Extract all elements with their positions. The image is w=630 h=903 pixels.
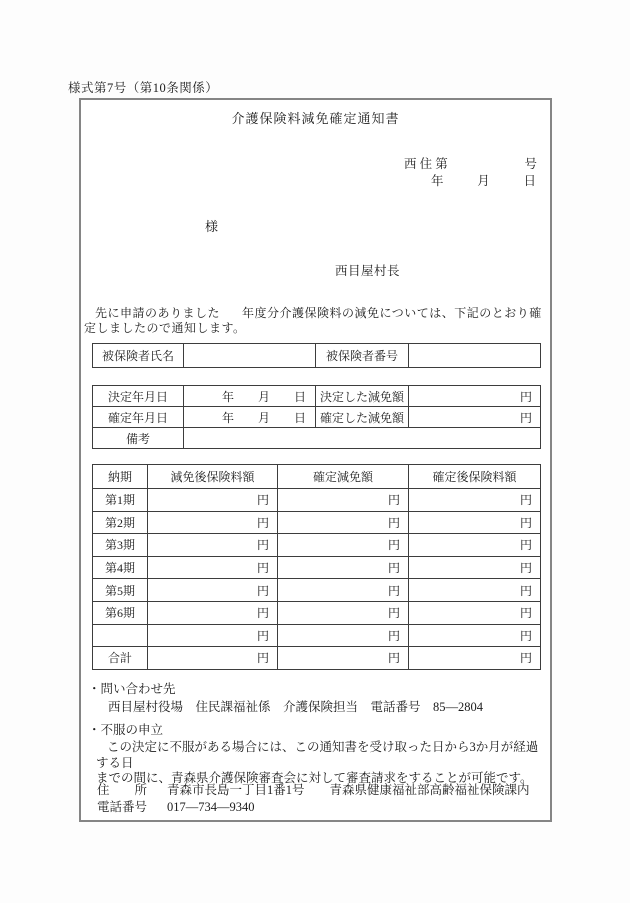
amount-cell: 円 — [278, 624, 409, 647]
amount-cell: 円 — [148, 624, 278, 647]
recipient-honorific: 様 — [205, 219, 219, 234]
col-header-period: 納期 — [93, 465, 148, 489]
table-row — [93, 556, 541, 579]
inquiry-contact-detail: 西目屋村役場 住民課福祉係 介護保険担当 電話番号 85―2804 — [108, 700, 484, 714]
remarks-label: 備考 — [93, 428, 184, 449]
decision-amount-value-cell: 円 — [409, 386, 541, 407]
address-value: 青森市長島一丁目1番1号 青森県健康福祉部高齢福祉保険課内 — [167, 783, 530, 797]
document-title: 介護保険料減免確定通知書 — [231, 111, 400, 126]
month-label: 月 — [477, 174, 490, 188]
table-row — [93, 511, 541, 534]
amount-cell: 円 — [148, 579, 278, 602]
document-number-suffix: 号 — [524, 157, 537, 171]
amount-cell: 円 — [278, 489, 409, 512]
insured-name-label: 被保険者氏名 — [93, 344, 184, 368]
amount-cell: 円 — [148, 556, 278, 579]
phone-row — [97, 799, 530, 816]
decision-table — [92, 385, 541, 449]
amount-cell: 円 — [148, 647, 278, 670]
amount-cell: 円 — [409, 601, 541, 624]
amount-cell: 円 — [278, 534, 409, 557]
address-label: 住 所 — [97, 783, 148, 797]
confirm-date-value-cell — [184, 407, 316, 428]
total-label-cell: 合計 — [93, 647, 148, 670]
installment-table — [92, 464, 541, 670]
insured-person-table — [92, 343, 541, 368]
body-line1-pre: 先に申請のありました — [95, 306, 221, 320]
body-line2: 定しましたので通知します。 — [84, 321, 246, 335]
phone-label: 電話番号 — [97, 800, 148, 814]
insured-name-value-cell — [184, 344, 316, 368]
year-label: 年 — [221, 410, 234, 425]
amount-cell: 円 — [278, 647, 409, 670]
amount-cell: 円 — [409, 511, 541, 534]
amount-cell: 円 — [278, 511, 409, 534]
body-line1-post: 年度分介護保険料の減免については、下記のとおり確 — [242, 306, 542, 320]
table-header-row — [93, 465, 541, 489]
appeal-line-2: までの間に、青森県介護保険審査会に対して審査請求をすることが可能です。 — [96, 771, 533, 785]
table-row — [93, 534, 541, 557]
col-header-confirmed-reduction: 確定減免額 — [278, 465, 409, 489]
insured-number-value-cell — [409, 344, 541, 368]
amount-cell: 円 — [409, 624, 541, 647]
amount-cell: 円 — [148, 534, 278, 557]
appeal-line-1: この決定に不服がある場合には、この通知書を受け取った日から3か月が経過する日 — [96, 740, 539, 770]
period-cell: 第6期 — [93, 601, 148, 624]
month-label: 月 — [257, 389, 270, 404]
col-header-premium-after-reduction: 減免後保険料額 — [148, 465, 278, 489]
appeal-section-title: ・不服の申立 — [88, 723, 164, 737]
day-label: 日 — [293, 410, 306, 425]
table-row — [93, 489, 541, 512]
period-cell: 第3期 — [93, 534, 148, 557]
period-cell: 第5期 — [93, 579, 148, 602]
table-row — [93, 344, 541, 368]
amount-cell: 円 — [409, 647, 541, 670]
amount-cell: 円 — [409, 556, 541, 579]
amount-cell: 円 — [409, 534, 541, 557]
amount-cell: 円 — [278, 579, 409, 602]
table-row — [93, 428, 541, 449]
day-label: 日 — [523, 174, 536, 188]
period-cell-empty — [93, 624, 148, 647]
inquiry-section-title: ・問い合わせ先 — [88, 682, 176, 696]
period-cell: 第1期 — [93, 489, 148, 512]
document-number-prefix: 西 住 第 — [404, 157, 448, 171]
appeal-paragraph — [96, 740, 550, 787]
issuer-name: 西目屋村長 — [335, 264, 401, 278]
col-header-premium-after-confirmation: 確定後保険料額 — [409, 465, 541, 489]
amount-cell: 円 — [409, 489, 541, 512]
month-label: 月 — [257, 410, 270, 425]
day-label: 日 — [293, 389, 306, 404]
table-row-total — [93, 647, 541, 670]
decision-date-value-cell — [184, 386, 316, 407]
amount-cell: 円 — [409, 579, 541, 602]
amount-cell: 円 — [148, 601, 278, 624]
table-row — [93, 601, 541, 624]
period-cell: 第4期 — [93, 556, 148, 579]
period-cell: 第2期 — [93, 511, 148, 534]
amount-cell: 円 — [278, 601, 409, 624]
decision-amount-label: 決定した減免額 — [316, 386, 409, 407]
table-row — [93, 624, 541, 647]
amount-cell: 円 — [148, 511, 278, 534]
address-row — [97, 782, 530, 799]
remarks-value-cell — [184, 428, 541, 449]
confirm-date-label: 確定年月日 — [93, 407, 184, 428]
table-row — [93, 407, 541, 428]
year-label: 年 — [431, 174, 444, 188]
confirm-amount-value-cell: 円 — [409, 407, 541, 428]
year-label: 年 — [221, 389, 234, 404]
phone-value: 017―734―9340 — [167, 800, 255, 814]
contact-address-block — [97, 782, 530, 816]
amount-cell: 円 — [148, 489, 278, 512]
notice-body-text — [84, 306, 550, 336]
decision-date-label: 決定年月日 — [93, 386, 184, 407]
table-row — [93, 386, 541, 407]
table-row — [93, 579, 541, 602]
form-number-label: 様式第7号（第10条関係） — [68, 81, 219, 95]
document-number-line — [404, 154, 537, 172]
amount-cell: 円 — [278, 556, 409, 579]
insured-number-label: 被保険者番号 — [316, 344, 409, 368]
issue-date-line — [431, 171, 536, 189]
confirm-amount-label: 確定した減免額 — [316, 407, 409, 428]
